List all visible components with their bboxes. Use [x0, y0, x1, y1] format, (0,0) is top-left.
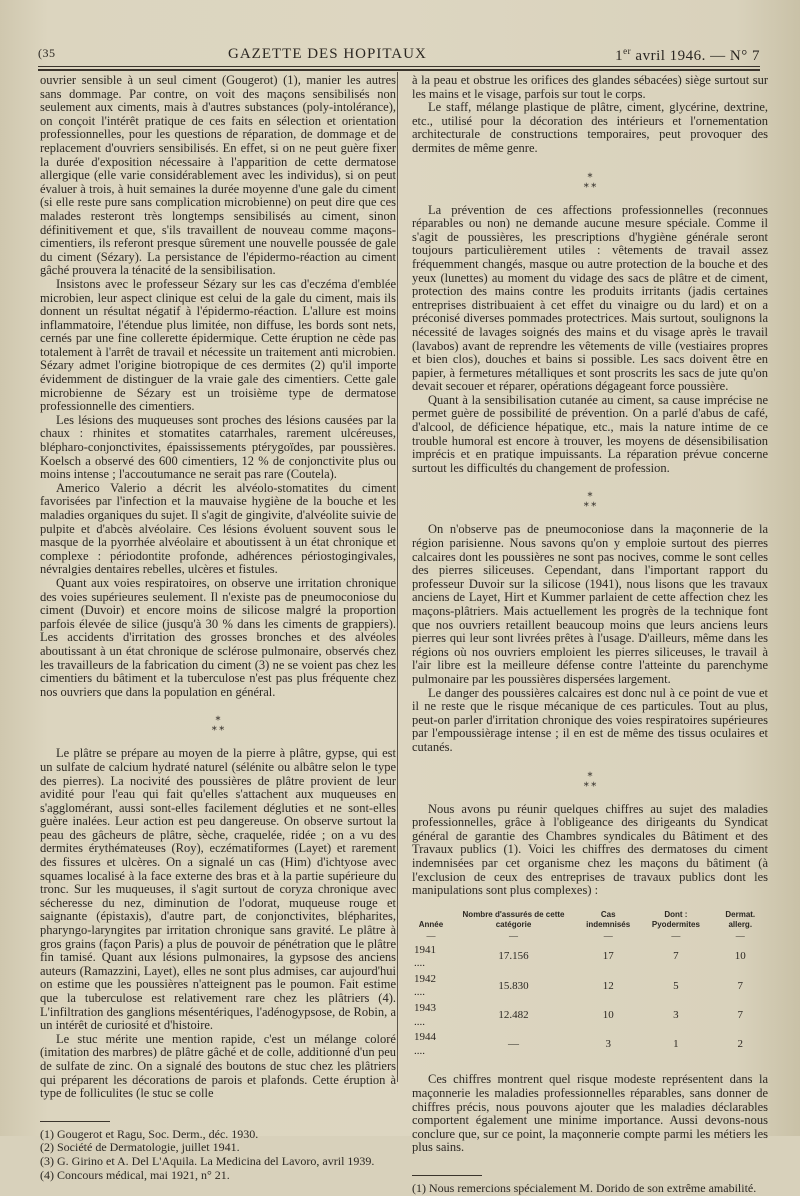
- table-row: 1941 .... 17.156 17 7 10: [414, 943, 746, 970]
- table-row: 1943 .... 12.482 10 3 7: [414, 1002, 744, 1028]
- paragraph: Ces chiffres montrent quel risque modeste représentent dans la maçonnerie les maladies professionnelles réparables, sans donner de chiffres précis, nous pouvons ajouter que les maladies déclarables comportent également une minime importance. Aussi devons-nous conclure que, sur ce point, la maçonnerie compte parmi les métiers les plus sains.: [412, 1072, 768, 1155]
- table-header: Nombre d'assurés de cette catégorie: [462, 909, 565, 929]
- paragraph: Les lésions des muqueuses sont proches des lésions causées par la chaux : rhinites et stomatites catarrhales, rarement ulcéreuses, blépharo-conjonctivites, épaississements ptérygoïdes, par poussières. Koelsch a observé des 600 cimentiers, 12 % de conjonctivite plus ou moins intense ; l'accoutumance ne serait pas rare (Coutela).: [40, 412, 396, 482]
- paragraph: Le danger des poussières calcaires est donc nul à ce point de vue et il ne reste que le risque mécanique de ces particules. Tout au plus, peut-on parler d'irritation chronique des voies respiratoires supérieures par l'empoussièrage intense ; il en est de même des tissus oculaires et cutanés.: [412, 685, 768, 754]
- footnote: (2) Société de Dermatologie, juillet 1941.: [40, 1140, 240, 1155]
- page-number: (35: [38, 46, 56, 60]
- paragraph: Quant à la sensibilisation cutanée au ciment, sa cause imprécise ne permet guère de possibilité de prévention. On a parlé d'abus de café, d'alcool, de déficience hépatique, etc., mais la nature intime de ce trouble humoral est encore à trouver, les moyens de désensibilisation imprécis et en pratique impuissants. La réparation prévue concerne surtout les difficultés du changement de profession.: [412, 392, 768, 475]
- table-row: 1942 .... 15.830 12 5 7: [414, 972, 744, 999]
- paragraph: Quant aux voies respiratoires, on observe une irritation chronique des voies supérieures seulement. Il n'existe pas de pneumoconiose du ciment (Duvoir) et encore moins de silicose malgré la proportion parfois élevée de silice (jusqu'à 30 % dans les ciments de grappiers). Les accidents d'irritation des grosses bronches et des alvéoles aboutissant à un état chronique de sclérose pulmonaire, observés chez les travailleurs de la fabrication du ciment (3) ne se voient pas chez les cimentiers du bâtiment et la tuberculose n'est pas plus fréquente chez nos ouvriers que dans la population en général.: [40, 575, 396, 699]
- section-stars: ⁎ ⁎ ⁎: [211, 712, 225, 734]
- journal-title: GAZETTE DES HOPITAUX: [228, 46, 427, 62]
- page-header: [38, 44, 760, 66]
- left-column: [40, 74, 396, 1182]
- section-stars: ⁎ ⁎ ⁎: [583, 168, 597, 190]
- paragraph: Le plâtre se prépare au moyen de la pierre à plâtre, gypse, qui est un sulfate de calcium hydraté naturel (sélénite ou albâtre selon le type des pierres). La nocivité des poussières de plâtre provient de leur avidité pour l'eau qui fait qu'elles s'attachent aux muqueuses en s'agglomérant, aussi sont-elles facilement dégluties et ne sont-elles guère inalées. Leur action est peu dangereuse. On observe surtout la peau des gâcheurs de plâtre, sèche, craquelée, ridée ; on a vu des dermites érythémateuses (Roy), eczématiformes (Layet) et rarement des fissures et ulcères. On a signalé un cas (Him) d'ichtyose avec squames localisé à la face externe des bras et à la partie supérieure du tronc. Sur les muqueuses, il s'agit surtout de coryza chronique avec sécheresse du nez, diminution de l'odorat, muqueuse rouge et saignante (épistaxis), d'autre part, de conjonctivites, blépharites, pharyngo-laryngites par irritation chronique sans gravité. Le plâtre à gros grains (façon Paris) a plus de pouvoir de pénétration que le plâtre fin tamisé. Quant aux lésions pulmonaires, la gypsose des anciens auteurs (Ramazzini, Layet), elles ne sont plus admises, car aujourd'hui on estime que les poussières n'atteignent pas le poumon. Fait estime que la tuberculose est relativement rare chez les plâtriers (4). L'infiltration des ganglions mésentériques, l'adénogypsose, de Robin, a un intérêt de curiosité et d'histoire.: [40, 746, 396, 1033]
- table-header: Année: [418, 919, 444, 929]
- paragraph: ouvrier sensible à un seul ciment (Gougerot) (1), manier les autres sans dommage. Par contre, on voit des maçons sensibilisés non seulement aux ciments, mais à d'autres substances (poly-intolérance), on conçoit l'intérêt pratique de ces faits en sélection et orientation professionnelles, pour les questions de réparation, de dommage et de replacement d'ouvriers sensibilisés. En effet, si on ne peut guère fixer la durée d'exposition nécessaire à l'apparition de cette dermatose allergique (elle varie considérablement avec les individus), si on peut évaluer à trois, à huit semaines la durée moyenne d'une gale du ciment (si elle reste pure sans complication microbienne) on peut dire que ces malades resteront très longtemps sensibilisés au ciment, sinon définitivement et que, s'ils travaillent de nouveau comme maçons-cimentiers, ils referont presque sûrement une nouvelle poussée de gale du ciment (Sézary). La persistance de l'épidermo-réaction au ciment gâché prouvera la ténacité de la sensibilisation.: [40, 73, 396, 278]
- footnotes: [40, 1121, 396, 1182]
- footnote: (1) Nous remercions spécialement M. Dorido de son extrême amabilité.: [412, 1181, 757, 1195]
- right-column: [412, 74, 768, 1196]
- paragraph: On n'observe pas de pneumoconiose dans la maçonnerie de la région parisienne. Nous savons qu'on y emploie surtout des pierres calcaires dont les poussières ne sont pas nocives, comme le sont celles des pierres siliceuses. Cependant, dans l'important rapport du professeur Duvoir sur la silicose (1941), nous lisons que les travaux anciens de Layet, Hirt et Kummer parlaient de cette affection chez les maçons-plâtriers. Mais actuellement les progrès de la technique font que nos ouvriers retaillent beaucoup moins que leurs anciens leurs pierres qui leur sont livrées prêtes à l'usage. D'ailleurs, même dans les régions où nos ouvriers emploient les pierres siliceuses, le travail à l'air libre est la meilleure défense contre l'atteinte du parenchyme pulmonaire par les poussières dispersées largement.: [412, 522, 768, 686]
- footnote-rule: [412, 1175, 482, 1176]
- section-stars: ⁎ ⁎ ⁎: [583, 488, 597, 510]
- table-header: Cas indemnisés: [586, 909, 631, 929]
- paragraph: La prévention de ces affections professionnelles (reconnues réparables ou non) ne demande aucune mesure spéciale. Comme il s'agit de poussières, les prescriptions d'hygiène générale seront toujours particulièrement utiles : vêtements de travail assez fréquemment changés, masque ou autre protection de la bouche et des yeux (lunettes) au moment du vidage des sacs de plâtre et de ciment, protection des mains contre les produits irritants (jadis certaines entreprises distribuaient à cet effet du vinaigre ou du lard) et on a préconisé diverses pommades protectrices. Mais surtout, soulignons la nécessité de lavages soignés des mains et du visage après le travail (lavabos) avant de reprendre les vêtements de ville (vestiaires propres et bien clos), douches et bains si possible. Les sacs doivent être en papier, à fermetures métalliques et sont proscrits les sacs de jute qu'on devait secouer et réparer, opérations dégageant force poussière.: [412, 202, 768, 394]
- column-separator: [397, 72, 398, 1082]
- statistics-table: [412, 910, 768, 1060]
- header-rule-thick: [38, 69, 760, 71]
- footnote: (3) G. Girino et A. Del L'Aquila. La Medicina del Lavoro, avril 1939.: [40, 1153, 375, 1168]
- table-header: Dermat. allerg.: [725, 909, 756, 929]
- table-rule-row: — — — — —: [426, 930, 745, 941]
- footnotes: [412, 1175, 768, 1196]
- paragraph: à la peau et obstrue les orifices des glandes sébacées) siège surtout sur les mains et le visage, parfois sur tout le corps.: [412, 73, 768, 101]
- paragraph: Insistons avec le professeur Sézary sur les cas d'eczéma d'emblée microbien, leur aspect clinique est celui de la gale du ciment, mais ils donnent un résultat négatif à l'épidermo-réaction. L'allure est moins inflammatoire, l'étendue plus limitée, non diffuse, les bords sont nets, cernés par une fine collerette épidermique. Cette éruption ne cède pas totalement à l'arrêt de travail et nécessite un traitement anti microbien. Sézary admet l'origine biotropique de ces dermites (2) qu'il importe évidemment de distinguer de la vraie gale des cimentiers. Cette gale microbienne de Sézary est un troisième type de dermatose professionnelle des cimentiers.: [40, 276, 396, 414]
- footnote: (4) Concours médical, mai 1921, n° 21.: [40, 1167, 230, 1182]
- section-stars: ⁎ ⁎ ⁎: [583, 767, 597, 789]
- header-rule: [38, 66, 760, 67]
- issue-date: 1er avril 1946. — N° 7: [615, 46, 760, 64]
- paragraph: Le staff, mélange plastique de plâtre, ciment, glycérine, dextrine, etc., utilisé pour la décoration des intérieurs et l'ornementation architecturale de constructions temporaires, peut provoquer des dermites de même genre.: [412, 100, 768, 155]
- paragraph: Nous avons pu réunir quelques chiffres au sujet des maladies professionnelles, grâce à l'obligeance des dirigeants du Syndicat général de garantie des Chambres syndicales du Bâtiment et des Travaux publics (1). Voici les chiffres des dermatoses du ciment indemnisées par cet organisme chez les maçons du bâtiment (à l'exclusion de ceux des entreprises de travaux publics dont les manipulations sont plus complexes) :: [412, 801, 768, 898]
- footnote-rule: [40, 1121, 110, 1122]
- table-header: Dont : Pyodermites: [651, 909, 700, 929]
- footnote: (1) Gougerot et Ragu, Soc. Derm., déc. 1930.: [40, 1126, 259, 1141]
- paragraph: Le stuc mérite une mention rapide, c'est un mélange coloré (imitation des marbres) de plâtre gâché et de colle, additionné d'un peu de sulfate de zinc. On a signalé des boutons de stuc chez les plâtriers qui préparent les décorations de parois et plafonds. Cette éruption à type de folliculites (le stuc se colle: [40, 1031, 396, 1101]
- table-row: 1944 .... — 3 1 2: [414, 1031, 744, 1057]
- paragraph: Americo Valerio a décrit les alvéolo-stomatites du ciment favorisées par l'infection et la mauvaise hygiène de la bouche et les maladies organiques du sujet. Il s'agit de gingivite, d'alvéolite suivie de pulpite et d'abcès alvéolaire. Ces lésions évoluent souvent sous le masque de la pyorrhée alvéolaire et aboutissent à un état chronique et complexe : périodontite profonde, adhérences périostogingivales, névralgies dentaires rebelles, ulcères et fistules.: [40, 480, 396, 577]
